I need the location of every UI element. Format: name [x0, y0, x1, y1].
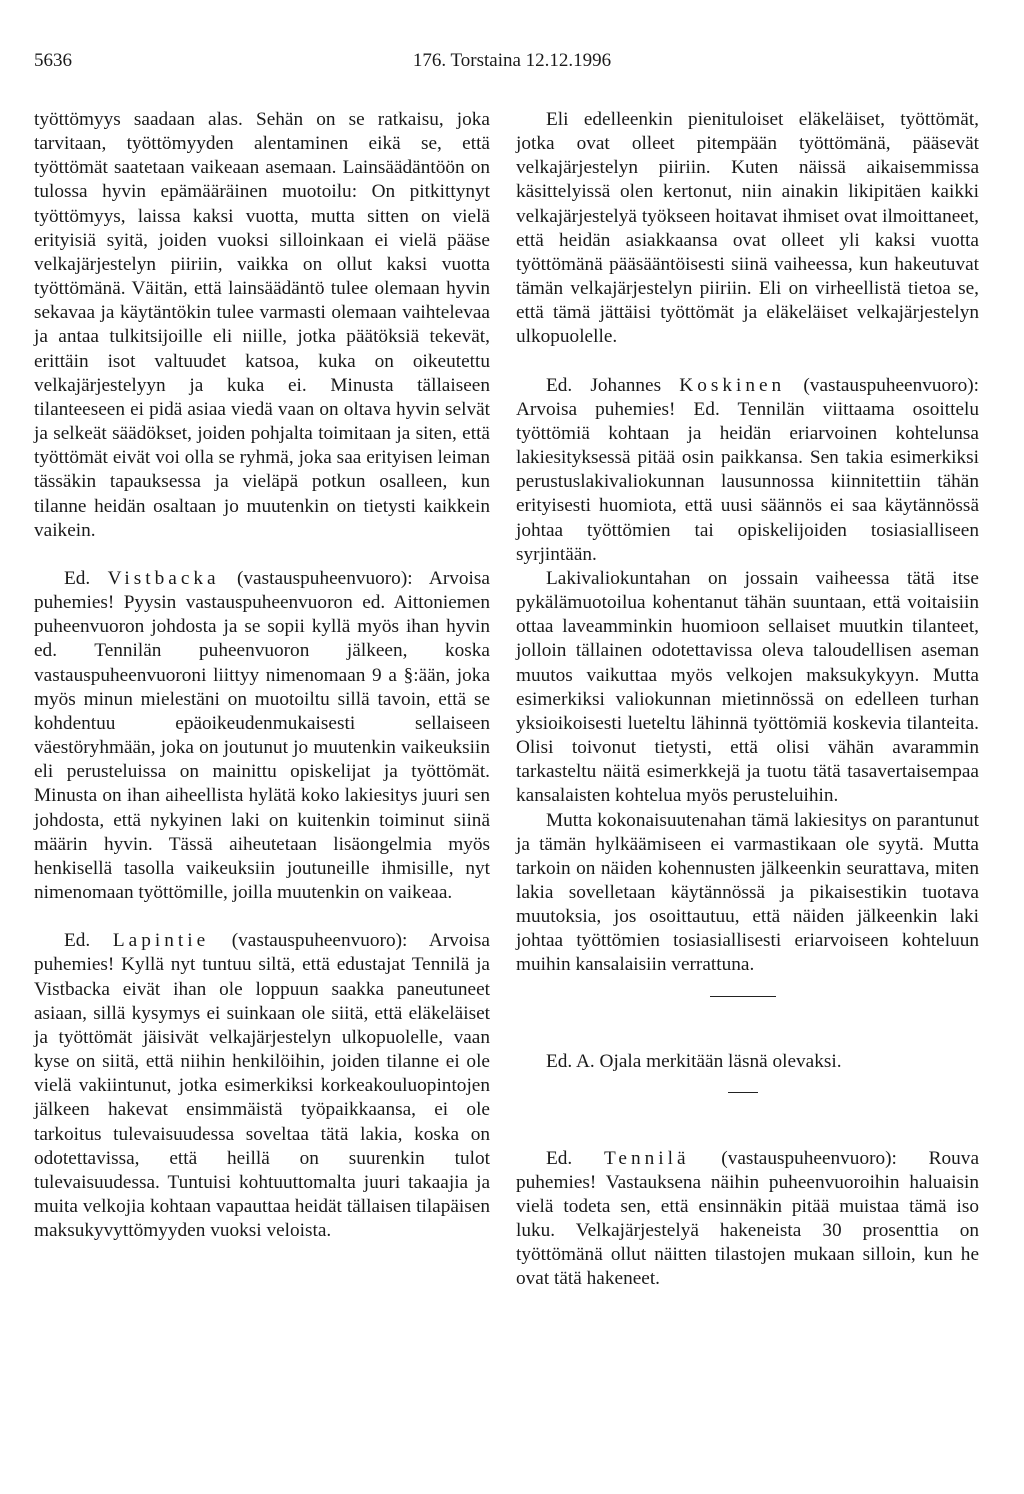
speaker-name: Vistbacka	[107, 567, 220, 589]
speech-text: (vastauspuheenvuoro): Arvoisa puhemies! Pyysin vastauspuheenvuoron ed. Aittoniemen puheenvuoron johdosta ja se sopii kyllä myös ihan hyvin ed. Tennilän puheenvuoron jälkeen, koska vastauspuheenvuoroni liittyy nimenomaan 9 a §:ään, joka myös minun mielestäni on muotoiltu sillä tavoin, että se kohdentuu epäoikeudenmukaisesti sellaiseen väestöryhmään, joka on joutunut jo muutenkin vaikeuksiin eli perusteluissa on mainittu opiskelijat ja työttömät. Minusta on ihan aiheellista hylätä koko lakiesitys juuri sen johdosta, että nykyinen laki on kuitenkin toiminut siinä määrin hyvin. Tässä aiheutetaan lisäongelmia myös henkisellä tasolla vaikeuksiin joutuneille ihmisille, nyt nimenomaan työttömille, joilla muutenkin on vaikeaa.	[34, 567, 490, 903]
left-column	[34, 108, 490, 1243]
speech-prefix: Ed. Johannes	[546, 374, 662, 396]
speech-prefix: Ed.	[64, 567, 91, 589]
speech-prefix: Ed.	[546, 1147, 573, 1169]
speech-text: (vastauspuheenvuoro): Arvoisa puhemies! Ed. Tennilän viittaama osoittelu työttömiä kohtaan ja heidän eriarvoinen kohtelunsa lakiesityksessä pitää osin paikkansa. Sen takia esimerkiksi perustuslakivaliokunnan lausunnossa kiinnitettiin tähän erityisesti huomiota, että uusi säännös ei saa käytännössä johtaa työttömien tai opiskelijoiden tosiasialliseen syrjintään.	[516, 374, 980, 565]
speech-vistbacka	[34, 567, 490, 905]
speech-tennila	[516, 1147, 979, 1292]
paragraph: Lakivaliokuntahan on jossain vaiheessa tätä itse pykälämuotoilua kohentanut tähän suuntaan, että voitaisiin ottaa laveamminkin huomioon sellaiset muutkin tilanteet, jolloin tällainen odotettavissa oleva taloudellisen aseman muutos vaikuttaa myös velkojen maksukykyyn. Mutta esimerkiksi valiokunnan mietinnössä on edelleen turhan yksioikoisesti lueteltu lähinnä työttömiä koskevia tilanteita. Olisi toivonut tietysti, että olisi vähän avarammin tarkasteltu näitä esimerkkejä ja tuotu tätä tasavertaisempaa kansalaisten kohtelua myös perusteluihin.	[516, 567, 979, 807]
speech-lapintie	[34, 929, 490, 1243]
speech-prefix: Ed.	[64, 930, 91, 952]
speech-text: (vastauspuheenvuoro): Arvoisa puhemies! Kyllä nyt tuntuu siltä, että edustajat Tennilä ja Vistbacka eivät ihan ole loppuun saakka paneutuneet asiaan, sillä kysymys ei suinkaan ole siitä, että eläkeläiset ja työttömät jäisivät velkajärjestelyn ulkopuolelle, vaan kyse on siitä, että niihin henkilöihin, joiden tilanne ei ole vielä vakiintunut, jotka esimerkiksi korkeakouluopintojen jälkeen hakevat ensimmäistä työpaikkaansa, ei ole tarkoitus tulevaisuudessa soveltaa tätä lakia, koska on odotettavissa, että heillä on suurenkin tulot tulevaisuudessa. Tuntuisi kohtuuttomalta juuri takaajia ja muita velkojia kohtaan vapauttaa heidät tällaisen tilapäisen maksukyvyttömyyden vuoksi veloista.	[34, 930, 490, 1242]
running-head: 176. Torstaina 12.12.1996	[412, 50, 612, 71]
page-header	[0, 50, 1024, 74]
speech-text: (vastauspuheenvuoro): Rouva puhemies! Vastauksena näihin puheenvuoroihin haluaisin vielä todeta sen, että ensinnäkin pitää muistaa tämä iso luku. Velkajärjestelyä hakeneista 30 prosenttia on työttömänä ollut näitten tilastojen mukaan silloin, kun he ovat tätä hakeneet.	[516, 1147, 979, 1290]
paragraph: Mutta kokonaisuutenahan tämä lakiesitys on parantunut ja tämän hylkäämiseen ei varmastikaan ole syytä. Mutta tarkoin on näiden kohennusten jälkeenkin seurattava, miten lakia sovelletaan käytännössä ja pikaisestikin tuotava muutoksia, jos osoittautuu, että näiden jälkeenkin laki johtaa työttömien tosiasiallisesti eriarvoiseen kohteluun muihin kansalaisiin verrattuna.	[516, 809, 979, 976]
right-column	[516, 108, 979, 1292]
speaker-name: Koskinen	[679, 374, 786, 396]
speaker-name: Lapintie	[112, 930, 210, 952]
section-divider	[516, 1002, 979, 1026]
attendance-notice: Ed. A. Ojala merkitään läsnä olevaksi.	[546, 1051, 842, 1073]
paragraph: Eli edelleenkin pienituloiset eläkeläiset, työttömät, jotka ovat olleet pitempään työttömänä, pääsevät velkajärjestelyn piiriin. Kuten näissä aikaisemmissa käsittelyissä olen kertonut, niin ainakin likipitäen kaikki velkajärjestelyä työkseen hoitavat ihmiset ovat ilmoittaneet, että heidän asiakkaansa ovat olleet yli kaksi vuotta työttömänä pääsääntöisesti siinä vaiheessa, kun hakeutuvat tämän velkajärjestelyn piiriin. Eli on virheellistä tietoa se, että tämä jättäisi työttömät ja eläkeläiset velkajärjestelyn ulkopuolelle.	[516, 109, 979, 348]
paragraph: työttömyys saadaan alas. Sehän on se ratkaisu, joka tarvitaan, työttömyyden alentaminen eikä se, että työttömät saatetaan vaikeaan asemaan. Lainsäädäntöön on tulossa hyvin epämääräinen muotoilu: On pitkittynyt työttömyys, laissa kaksi vuotta, mutta sitten on vielä erityisiä syitä, joiden vuoksi silloinkaan ei vielä pääse velkajärjestelyn piiriin, vaikka on ollut kaksi vuotta työttömänä. Väitän, että lainsäädäntö tulee olemaan hyvin sekavaa ja käytäntökin tulee varmasti olemaan vaihtelevaa ja antaa tulkitsijoille eli niille, jotka päätöksiä tekevät, erittäin isot valtuudet katsoa, kuka on oikeutettu velkajärjestelyyn ja kuka ei. Minusta tällaiseen tilanteeseen ei pidä asiaa viedä vaan on oltava hyvin selvät ja selkeät säädökset, joiden pohjalta toimitaan ja siten, että työttömät eivät voi olla se ryhmä, joka saa erityisen leiman tässäkin tapauksessa ja vieläpä potkun osalleen, kun tilanne heidän osaltaan jo muutenkin on tietysti kaikkein vaikein.	[34, 109, 490, 541]
speaker-name: Tennilä	[604, 1147, 690, 1169]
page-number: 5636	[34, 50, 72, 71]
speech-koskinen	[516, 374, 979, 567]
section-divider-short	[516, 1098, 979, 1122]
